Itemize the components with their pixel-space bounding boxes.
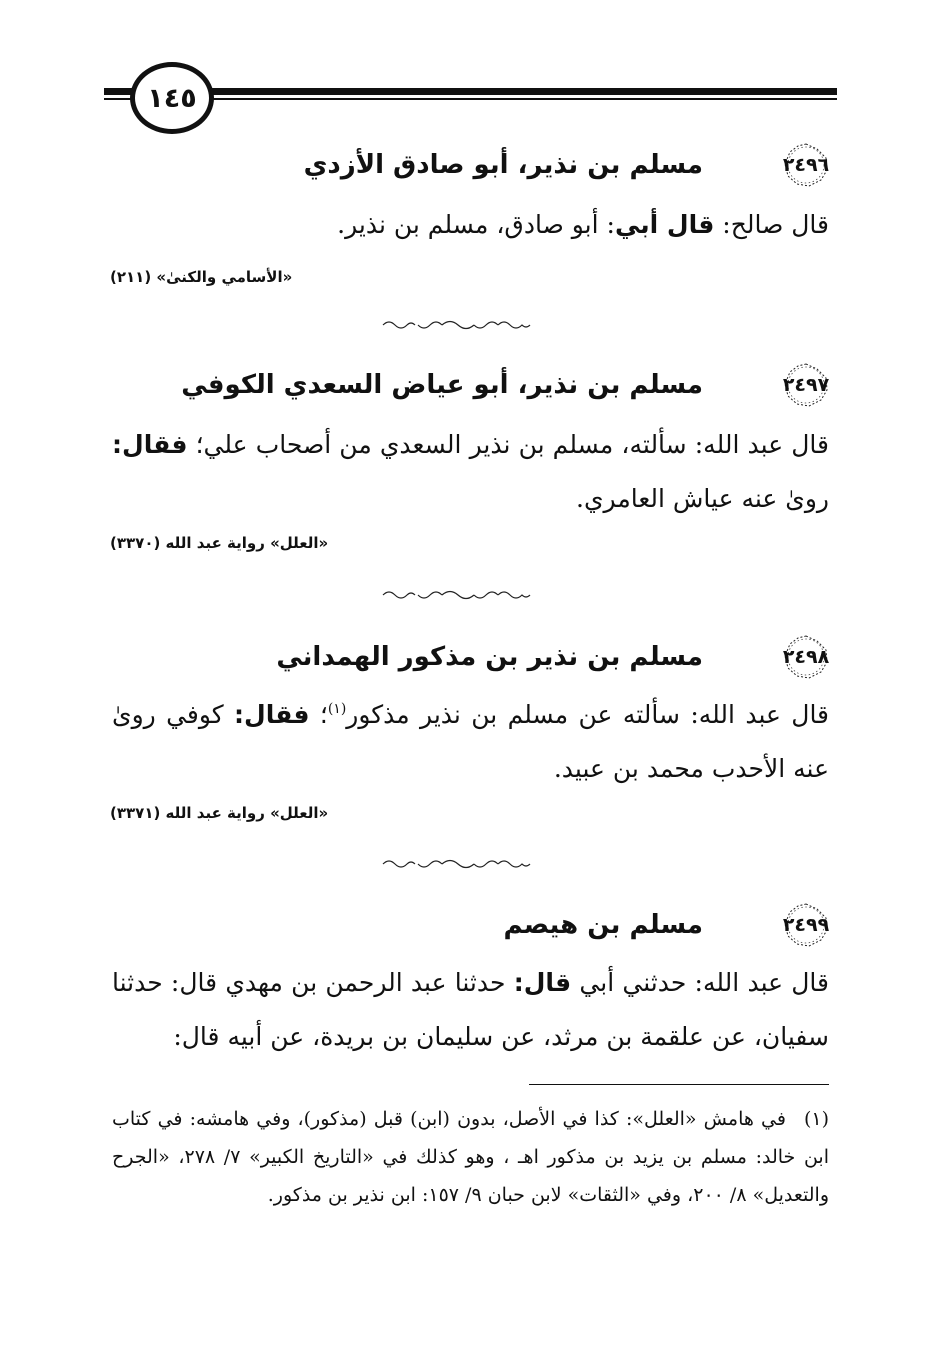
body-text-plain: قال عبد الله: حدثني أبي [579,968,829,997]
entry-heading [181,360,831,410]
page-number: ١٤٥ [130,62,214,134]
entry-number: ٢٤٩٩ [782,914,830,936]
body-text-bold: فقال: [112,430,188,459]
entry-heading [304,140,831,190]
entry-title: مسلم بن نذير، أبو عياض السعدي الكوفي [181,370,703,400]
entry-body [112,688,829,796]
body-text-rest: رویٰ عنه عياش العامري. [576,484,829,513]
entry-heading [504,900,831,950]
body-text-rest: : أبو صادق، مسلم بن نذير. [337,210,615,239]
entry-number: ٢٤٩٦ [782,154,830,176]
body-text-plain: قال عبد الله: سألته، مسلم بن نذير السعدي من أصحاب علي؛ [195,430,829,459]
entry-title: مسلم بن هيصم [503,910,703,940]
footnote-text: في هامش «العلل»: كذا في الأصل، بدون (ابن) قبل (مذكور)، وفي هامشه: في كتاب ابن خالد: مسلم بن يزيد بن مذكور اهـ ، وهو كذلك في «التاريخ الكبير» ٧/ ٢٧٨، «الجرح والتعديل» ٨/ ٢٠٠، وفي «الثقات» لابن حبان ٩/ ١٥٧: ابن نذير بن مذكور. [112,1108,829,1206]
body-text-plain: قال صالح: [722,210,829,239]
entry-number-medallion [781,362,831,408]
entry-title: مسلم بن نذير، أبو صادق الأزدي [303,150,703,180]
entry-body [112,418,829,526]
section-divider-ornament [378,857,538,871]
section-divider-ornament [378,318,538,332]
entry-number-medallion [781,902,831,948]
entry-body [112,956,829,1064]
entry-number-medallion [781,142,831,188]
header-rule-thick [104,88,837,95]
body-text-rest: حدثنا عبد الرحمن بن مهدي قال: حدثنا سفيان، عن علقمة بن مرثد، عن سليمان بن بريدة، عن أبيه قال: [112,968,829,1051]
entry-number: ٢٤٩٧ [782,374,830,396]
body-text-bold: قال: [513,968,572,997]
footnote [112,1100,829,1214]
entry-heading [276,632,831,682]
section-divider-ornament [378,588,538,602]
footnote-separator [529,1084,829,1085]
body-text-rest: كوفي رویٰ عنه الأحدب محمد بن عبيد. [112,700,829,783]
body-text-plain: قال عبد الله: سألته عن مسلم بن نذير مذكور [346,700,830,729]
source-citation: «الأسامي والكنىٰ» (٢١١) [110,268,293,286]
body-text-bold: فقال: [234,700,310,729]
body-text-bold: قال أبي [614,210,715,239]
source-citation: «العلل» رواية عبد الله (٣٣٧١) [110,804,329,822]
entry-body [112,198,829,252]
entry-title: مسلم بن نذير بن مذكور الهمداني [276,642,703,672]
entry-number-medallion [781,634,831,680]
entry-number: ٢٤٩٨ [782,646,830,668]
footnote-reference[interactable]: (١) [327,701,347,717]
source-citation: «العلل» رواية عبد الله (٣٣٧٠) [110,534,329,552]
body-text-mid: ؛ [319,700,328,729]
footnote-number: (١) [803,1108,829,1130]
